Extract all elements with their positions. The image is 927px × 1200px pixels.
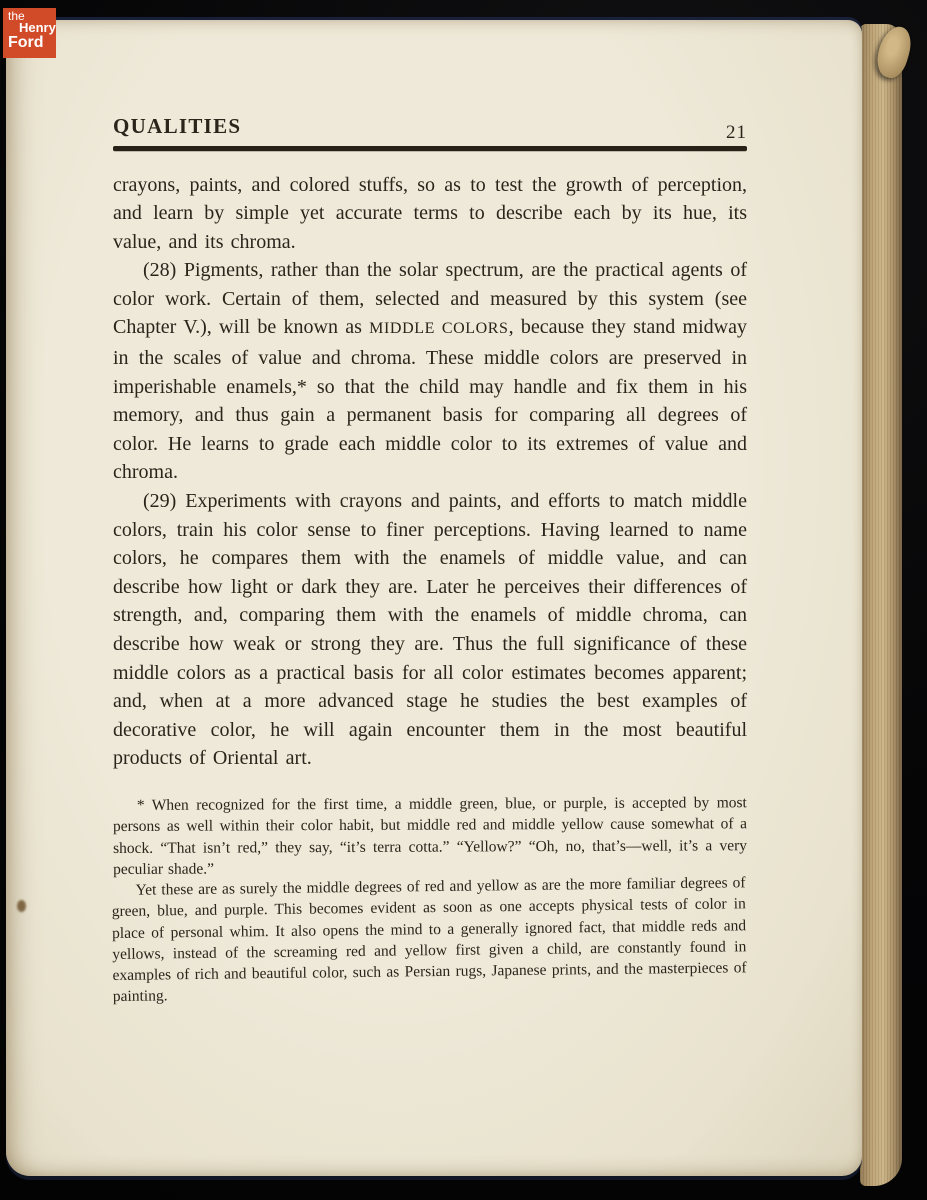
paragraph-28-text-after: , because they stand midway in the scales of value and chroma. These middle colors are preserved in imperishable enamels,* so that the child may handle and fix them in his memory, and thus gain a permanent basis for comparing all degrees of color. He learns to grade each middle color to its extremes of value and chroma. [113, 316, 747, 484]
printed-content [113, 114, 747, 1008]
paragraph-29: (29) Experiments with crayons and paints, and efforts to match middle colors, train his color sense to finer perceptions. Having learned to name colors, he compares them with the enamels of middle value, and can describe how light or dark they are. Later he perceives their differences of strength, and, comparing them with the enamels of middle chroma, can describe how weak or strong they are. Thus the full significance of these middle colors as a practical basis for all color estimates becomes apparent; and, when at a more advanced stage he studies the best examples of decorative color, he will again encounter them in the most beautiful products of Oriental art. [113, 490, 747, 770]
paragraph-28-text-before: (28) Pigments, rather than the solar spectrum, are the practical agents of color work. Certain of them, selected and measured by this system (see Chapter V.), will be known as [113, 259, 747, 339]
paragraph-28 [113, 256, 747, 487]
footnote-asterisk: * When recognized for the first time, a middle green, blue, or purple, is accepted by most persons as well within their color habit, but middle red and middle yellow cause somewhat of a shock. “That isn’t red,” they say, “it’s terra cotta.” “Yellow?” “Oh, no, that’s—well, it’s a very peculiar shade.” [112, 794, 748, 878]
paragraph-27-continuation: crayons, paints, and colored stuffs, so as to test the growth of perception, and learn by simple yet accurate terms to describe each by its hue, its value, and its chroma. [113, 173, 747, 253]
running-head: QUALITIES [113, 114, 242, 138]
book-page [6, 20, 862, 1176]
logo-word-ford: Ford [8, 34, 44, 51]
page-number: 21 [726, 122, 747, 143]
book-fore-edge [860, 24, 902, 1186]
footnotes [113, 795, 747, 1008]
body-text [113, 171, 747, 773]
logo-word-henry: Henry [19, 20, 56, 35]
footnote-continuation: Yet these are as surely the middle degrees of red and yellow as are the more familiar degrees of green, blue, and purple. This becomes evident as soon as one accepts physical tests of color in place of personal whim. It also opens the mind to a generally ignored fact, that middle reds and yellows, instead of the screaming red and yellow first given a child, are constantly found in examples of rich and beautiful color, such as Persian rugs, Japanese prints, and the masterpieces of painting. [111, 874, 747, 1006]
page-blemish [17, 900, 26, 912]
logo-word-the: the [8, 9, 25, 23]
page-header [113, 114, 747, 143]
header-rule [113, 146, 747, 151]
small-caps-term: MIDDLE COLORS [369, 320, 509, 338]
henry-ford-logo [3, 8, 56, 58]
